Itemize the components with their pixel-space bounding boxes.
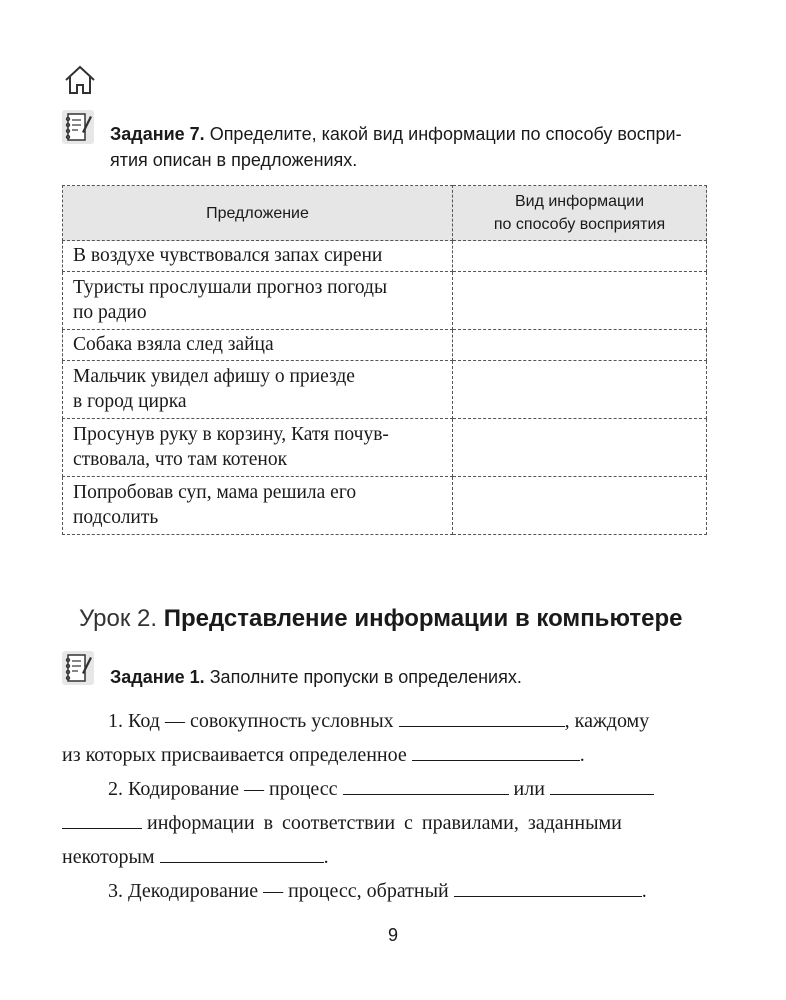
- sentence-cell: [63, 419, 453, 477]
- sentence-line: В воздухе чувствовался запах сирени: [73, 245, 383, 266]
- def1-text-a: 1. Код — совокупность условных: [108, 710, 394, 732]
- lesson-title: Представление информации в компьютере: [157, 605, 683, 632]
- sentence-line: Попробовав суп, мама решила его: [73, 482, 357, 503]
- sentence-cell: [63, 330, 453, 361]
- def1-blank-2[interactable]: [412, 742, 580, 761]
- sentence-line: Мальчик увидел афишу о приезде: [73, 366, 355, 387]
- table-row: [63, 330, 707, 361]
- sentence-cell: [63, 272, 453, 330]
- def2-blank-4[interactable]: [160, 844, 324, 863]
- task7-notebook-icon-box: [62, 110, 94, 144]
- task7-line1: [110, 122, 724, 147]
- definition-1-line1: [62, 704, 704, 738]
- answer-cell[interactable]: [453, 330, 707, 361]
- def2-text-b: или: [513, 778, 545, 800]
- def1-text-c: из которых присваивается определенное: [62, 744, 407, 766]
- def1-text-b: , каждому: [564, 710, 650, 732]
- def2-text-d: некоторым: [62, 846, 155, 868]
- table-row: [63, 419, 707, 477]
- lesson-heading: [79, 602, 682, 636]
- sentence-line: по радио: [73, 302, 147, 323]
- definition-2-line1: [62, 772, 704, 806]
- page-number: 9: [387, 925, 398, 945]
- def2-blank-1[interactable]: [343, 776, 509, 795]
- task7-text-1: Определите, какой вид информации по способу воспри-: [204, 124, 682, 144]
- sentence-cell: [63, 361, 453, 419]
- sentence-line: подсолить: [73, 507, 159, 528]
- header-sentence: Предложение: [63, 186, 453, 241]
- sentence-line: Собака взяла след зайца: [73, 334, 274, 355]
- definition-2-line2: [62, 806, 704, 840]
- lesson-prefix: Урок 2.: [79, 605, 158, 632]
- def2-text-a: 2. Кодирование — процесс: [108, 778, 338, 800]
- table-row: [63, 241, 707, 272]
- header-info-type-l2: по способу восприятия: [493, 216, 666, 233]
- def2-blank-3[interactable]: [62, 810, 142, 829]
- task7-text-2: ятия описан в предложениях.: [110, 150, 358, 170]
- home-icon-box[interactable]: [62, 63, 98, 97]
- answer-cell[interactable]: [453, 241, 707, 272]
- sentence-cell: [63, 241, 453, 272]
- notebook-pencil-icon: [62, 651, 94, 685]
- table-row: [63, 361, 707, 419]
- sentence-line: в город цирка: [73, 391, 187, 412]
- sentence-line: Просунув руку в корзину, Катя почув-: [73, 424, 389, 445]
- task7-label: Задание 7.: [110, 124, 205, 144]
- def3-blank-1[interactable]: [454, 878, 642, 897]
- answer-cell[interactable]: [453, 361, 707, 419]
- sentence-line: ствовала, что там котенок: [73, 449, 288, 470]
- header-info-type-l1: Вид информации: [514, 193, 645, 210]
- def3-text-b: .: [641, 880, 647, 902]
- table-header-row: [63, 186, 707, 241]
- task1-text: Заполните пропуски в определениях.: [204, 667, 522, 687]
- table-row: [63, 272, 707, 330]
- notebook-pencil-icon: [62, 110, 94, 144]
- definition-3-line1: [62, 874, 704, 908]
- def1-blank-1[interactable]: [399, 708, 565, 727]
- table-row: [63, 477, 707, 535]
- def2-text-e: .: [323, 846, 329, 868]
- def3-text-a: 3. Декодирование — процесс, обратный: [108, 880, 449, 902]
- sentence-cell: [63, 477, 453, 535]
- task7-line2: [110, 148, 724, 173]
- home-icon: [62, 63, 98, 97]
- def1-text-d: .: [579, 744, 585, 766]
- definition-2-line3: [62, 840, 704, 874]
- header-info-type: [453, 186, 707, 241]
- answer-cell[interactable]: [453, 419, 707, 477]
- answer-cell[interactable]: [453, 477, 707, 535]
- definition-1-line2: [62, 738, 704, 772]
- def2-blank-2[interactable]: [550, 776, 654, 795]
- info-type-table: [62, 185, 707, 535]
- task1-line: [110, 665, 724, 690]
- sentence-line: Туристы прослушали прогноз погоды: [73, 277, 388, 298]
- task1-notebook-icon-box: [62, 651, 94, 685]
- task1-label: Задание 1.: [110, 667, 205, 687]
- answer-cell[interactable]: [453, 272, 707, 330]
- def2-text-c: информации в соответствии с правилами, заданными: [147, 812, 622, 834]
